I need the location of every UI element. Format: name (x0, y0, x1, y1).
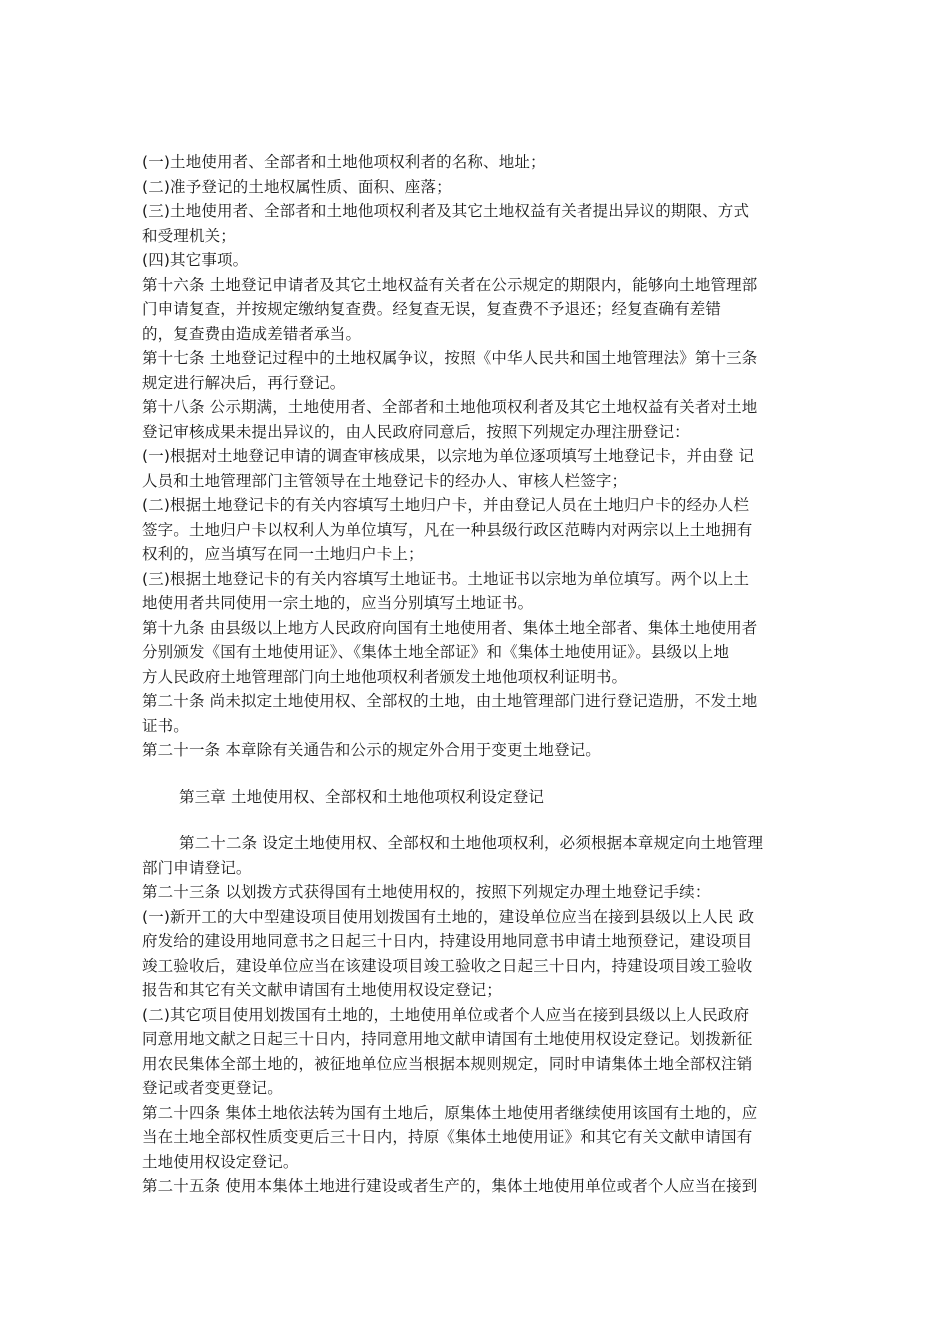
paragraph-line: (一)土地使用者、全部者和土地他项权利者的名称、地址； (142, 153, 546, 171)
document-body (142, 150, 812, 1199)
paragraph-line: 用农民集体全部土地的，被征地单位应当根据本规则规定，同时申请集体土地全部权注销 (142, 1054, 753, 1073)
paragraph-line: 第二十条 尚未拟定土地使用权、全部权的土地，由土地管理部门进行登记造册，不发土地 (142, 692, 758, 710)
paragraph-line: 人员和土地管理部门主管领导在土地登记卡的经办人、审核人栏签字； (142, 471, 628, 490)
paragraph-line: (四)其它事项。 (142, 251, 249, 269)
paragraph-line: 第十八条 公示期满，土地使用者、全部者和土地他项权利者及其它土地权益有关者对土地 (142, 398, 758, 416)
paragraph-line: 登记或者变更登记。 (142, 1079, 283, 1097)
paragraph-line: 第十九条 由县级以上地方人民政府向国有土地使用者、集体土地全部者、集体土地使用者 (142, 618, 758, 637)
paragraph-line: 当在土地全部权性质变更后三十日内，持原《集体土地使用证》和其它有关文献申请国有 (142, 1128, 753, 1146)
paragraph-line: 第二十五条 使用本集体土地进行建设或者生产的，集体土地使用单位或者个人应当在接到 (142, 1177, 758, 1195)
paragraph-line: 第十六条 土地登记申请者及其它土地权益有关者在公示规定的期限内，能够向土地管理部 (142, 275, 758, 294)
paragraph-line: 签字。土地归户卡以权利人为单位填写，凡在一种县级行政区范畴内对两宗以上土地拥有 (142, 520, 753, 539)
paragraph-line: 部门申请登记。 (142, 858, 252, 877)
paragraph-line: (二)准予登记的土地权属性质、面积、座落； (142, 177, 452, 196)
paragraph-line: (三)土地使用者、全部者和土地他项权利者及其它土地权益有关者提出异议的期限、方式 (142, 202, 750, 220)
paragraph-line: (二)其它项目使用划拨国有土地的，土地使用单位或者个人应当在接到县级以上人民政府 (142, 1005, 750, 1024)
paragraph-line: 府发给的建设用地同意书之日起三十日内，持建设用地同意书申请土地预登记，建设项目 (142, 932, 753, 950)
paragraph-line: 第二十一条 本章除有关通告和公示的规定外合用于变更土地登记。 (142, 741, 601, 759)
paragraph-line: 地使用者共同使用一宗土地的，应当分别填写土地证书。 (142, 594, 534, 612)
paragraph-line: 分别颁发《国有土地使用证》、《集体土地全部证》和《集体土地使用证》。县级以上地 (142, 643, 730, 661)
paragraph-line: 方人民政府土地管理部门向土地他项权利者颁发土地他项权利证明书。 (142, 667, 628, 686)
blank-line (142, 809, 812, 831)
paragraph-line: (三)根据土地登记卡的有关内容填写土地证书。土地证书以宗地为单位填写。两个以上土 (142, 569, 750, 588)
paragraph-line: (一)根据对土地登记申请的调查审核成果，以宗地为单位逐项填写土地登记卡，并由登 记 (142, 447, 755, 465)
paragraph-line: 第十七条 土地登记过程中的土地权属争议，按照《中华人民共和国土地管理法》第十三条 (142, 349, 758, 367)
paragraph-line: 门申请复查，并按规定缴纳复查费。经复查无误，复查费不予退还；经复查确有差错 (142, 300, 722, 318)
paragraph-line: 规定进行解决后，再行登记。 (142, 373, 346, 392)
paragraph-line: 和受理机关； (142, 226, 236, 245)
paragraph-line: 同意用地文献之日起三十日内，持同意用地文献申请国有土地使用权设定登记。划拨新征 (142, 1030, 753, 1048)
paragraph-line: 第二十四条 集体土地依法转为国有土地后，原集体土地使用者继续使用该国有土地的，应 (142, 1103, 758, 1122)
paragraph-line: 第二十三条 以划拨方式获得国有土地使用权的，按照下列规定办理土地登记手续： (142, 883, 711, 901)
blank-line (142, 763, 812, 785)
paragraph-line: 权利的，应当填写在同一土地归户卡上； (142, 545, 424, 563)
indented-paragraph-line: 第三章 土地使用权、全部权和土地他项权利设定登记 (179, 787, 545, 806)
paragraph-line: (二)根据土地登记卡的有关内容填写土地归户卡，并由登记人员在土地归户卡的经办人栏 (142, 496, 750, 514)
paragraph-line: 土地使用权设定登记。 (142, 1152, 299, 1171)
paragraph-line: 登记审核成果未提出异议的，由人民政府同意后，按照下列规定办理注册登记： (142, 422, 690, 441)
paragraph-line: (一)新开工的大中型建设项目使用划拨国有土地的，建设单位应当在接到县级以上人民 政 (142, 907, 755, 926)
indented-paragraph-line: 第二十二条 设定土地使用权、全部权和土地他项权利，必须根据本章规定向土地管理 (179, 834, 764, 852)
paragraph-line: 证书。 (142, 716, 189, 735)
paragraph-line: 的，复查费由造成差错者承当。 (142, 324, 362, 343)
paragraph-line: 报告和其它有关文献申请国有土地使用权设定登记； (142, 981, 502, 999)
paragraph-line: 竣工验收后，建设单位应当在该建设项目竣工验收之日起三十日内，持建设项目竣工验收 (142, 956, 753, 975)
